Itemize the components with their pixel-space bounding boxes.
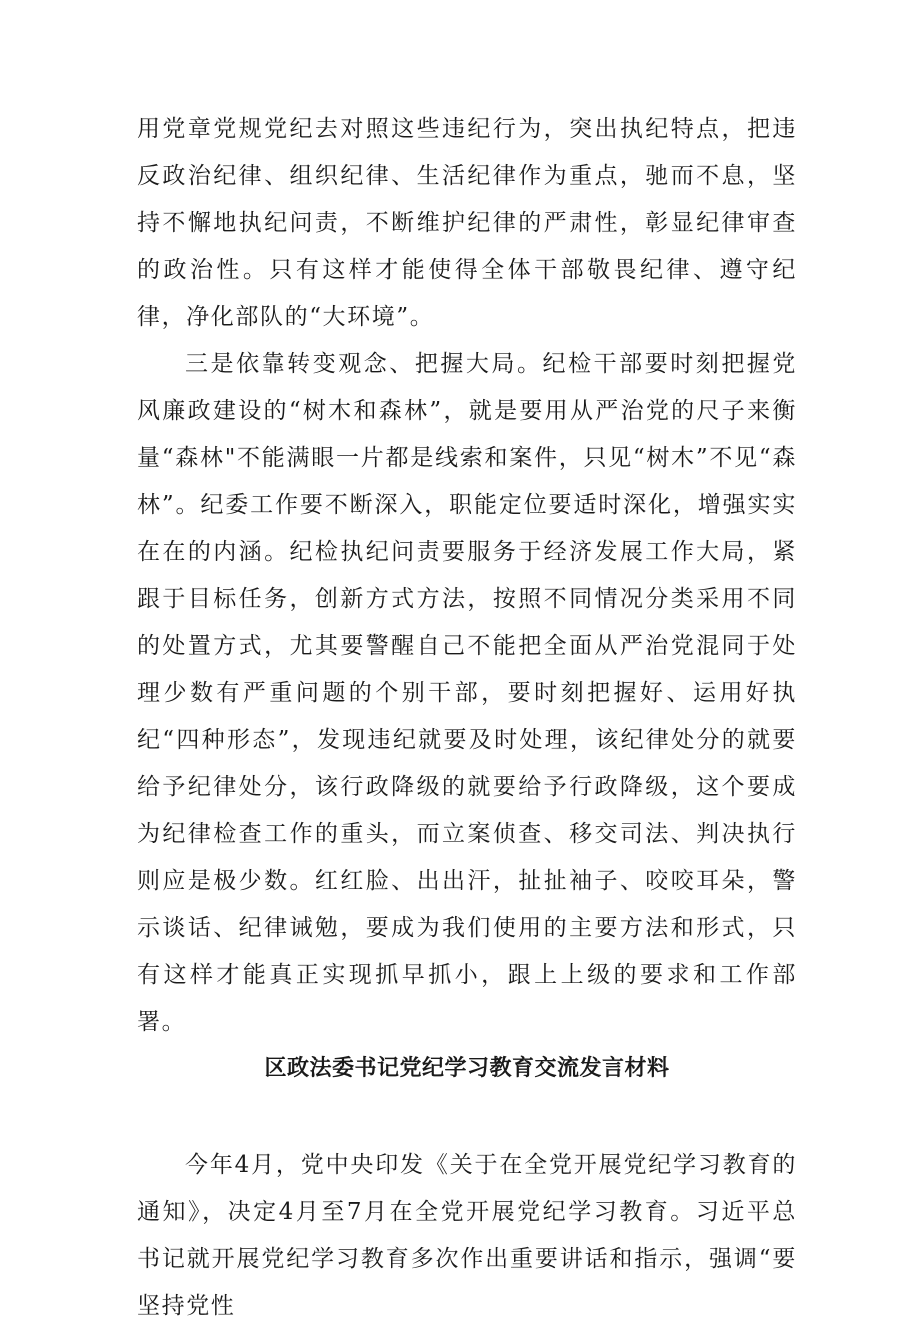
section-title: 区政法委书记党纪学习教育交流发言材料: [264, 1056, 670, 1081]
paragraph-intro: 今年4月，党中央印发《关于在全党开展党纪学习教育的通知》，决定4月至7月在全党开展党纪学习教育。习近平总书记就开展党纪学习教育多次作出重要讲话和指示，强调“要坚持党性: [137, 1152, 797, 1319]
document-body: [137, 106, 797, 1330]
paragraph-continuation: 用党章党规党纪去对照这些违纪行为，突出执纪特点，把违反政治纪律、组织纪律、生活纪律作为重点，驰而不息，坚持不懈地执纪问责，不断维护纪律的严肃性，彰显纪律审查的政治性。只有这样才能使得全体干部敬畏纪律、遵守纪律，净化部队的“大环境”。: [137, 116, 797, 330]
paragraph-point-three: 三是依靠转变观念、把握大局。纪检干部要时刻把握党风廉政建设的“树木和森林”，就是要用从严治党的尺子来衡量“森林"不能满眼一片都是线索和案件，只见“树木”不见“森林”。纪委工作要不断深入，职能定位要适时深化，增强实实在在的内涵。纪检执纪问责要服务于经济发展工作大局，紧跟于目标任务，创新方式方法，按照不同情况分类采用不同的处置方式，尤其要警醒自己不能把全面从严治党混同于处理少数有严重问题的个别干部，要时刻把握好、运用好执纪“四种形态”，发现违纪就要及时处理，该纪律处分的就要给予纪律处分，该行政降级的就要给予行政降级，这个要成为纪律检查工作的重头，而立案侦查、移交司法、判决执行则应是极少数。红红脸、出出汗，扯扯袖子、咬咬耳朵，警示谈话、纪律诫勉，要成为我们使用的主要方法和形式，只有这样才能真正实现抓早抓小，跟上上级的要求和工作部署。: [137, 351, 797, 1035]
